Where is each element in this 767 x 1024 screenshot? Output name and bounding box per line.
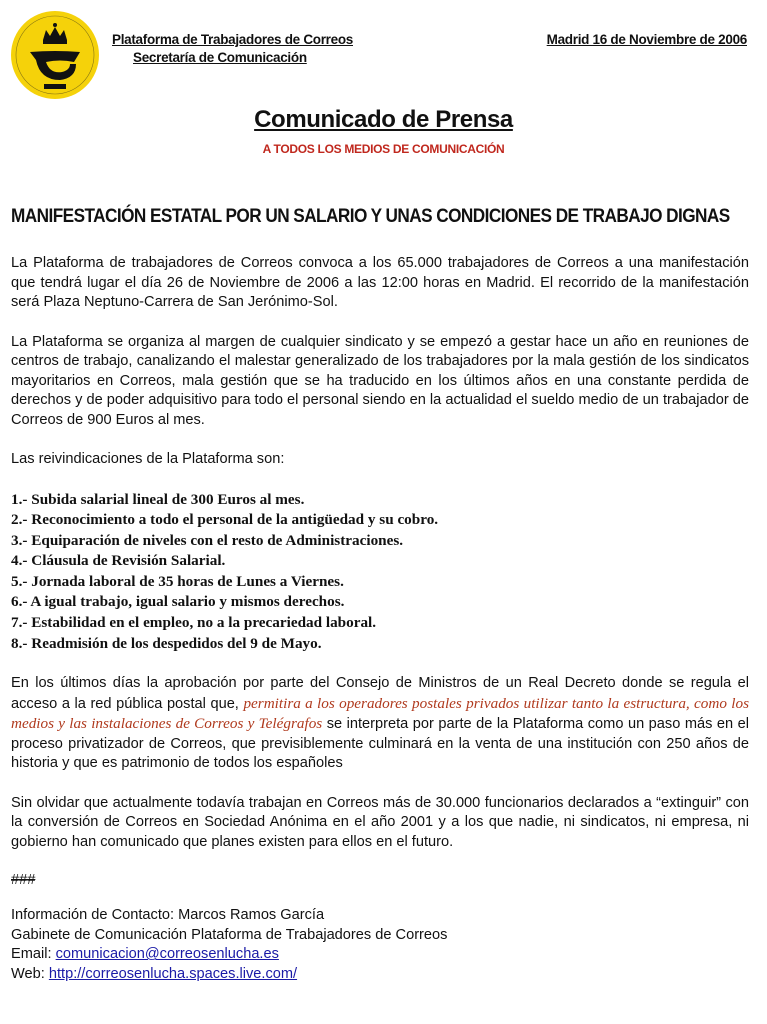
document-body [11, 254, 749, 984]
press-release-title: Comunicado de Prensa [254, 106, 513, 133]
demand-item: 8.- Readmisión de los despedidos del 9 de Mayo. [11, 634, 322, 652]
demand-item: 2.- Reconocimiento a todo el personal de la antigüedad y su cobro. [11, 511, 439, 529]
decree-text-before: En los últimos días la aprobación por parte del Consejo de Ministros de un Real Decreto donde se regula el acceso a la red pública postal que, [11, 675, 749, 712]
contact-email-line [11, 945, 749, 965]
contact-block [11, 906, 749, 984]
demand-item: 3.- Equiparación de niveles con el resto de Administraciones. [11, 531, 404, 549]
paragraph-convocation: La Plataforma de trabajadores de Correos convoca a los 65.000 trabajadores de Correos a una manifestación que tendrá lugar el día 26 de Noviembre de 2006 a las 12:00 horas en Madrid. El recorrido de la manifestación será Plaza Neptuno-Carrera de San Jerónimo-Sol. [11, 255, 749, 310]
email-link[interactable]: comunicacion@correosenlucha.es [55, 946, 279, 963]
paragraph-civil-servants: Sin olvidar que actualmente todavía trabajan en Correos más de 30.000 funcionarios declarados a “extinguir” con la conversión de Correos en Sociedad Anónima en el año 2001 y a los que nadie, ni sindicatos, ni empresa, ni gobierno han comunicado que planes existen para ellos en el futuro. [11, 794, 749, 850]
web-label: Web: [11, 965, 49, 982]
document-date: Madrid 16 de Noviembre de 2006 [546, 32, 747, 47]
demand-item: 1.- Subida salarial lineal de 300 Euros al mes. [11, 490, 305, 508]
contact-web-line [11, 965, 749, 985]
demand-item: 5.- Jornada laboral de 35 horas de Lunes a Viernes. [11, 572, 344, 590]
paragraph-royal-decree [11, 674, 749, 774]
headline: MANIFESTACIÓN ESTATAL POR UN SALARIO Y UNAS CONDICIONES DE TRABAJO DIGNAS [11, 204, 730, 227]
organization-department: Secretaría de Comunicación [133, 50, 307, 65]
contact-office: Gabinete de Comunicación Plataforma de Trabajadores de Correos [11, 926, 448, 943]
correos-logo-icon [10, 10, 100, 100]
paragraph-organization: La Plataforma se organiza al margen de cualquier sindicato y se empezó a gestar hace un año en reuniones de centros de trabajo, canalizando el malestar generalizado de los trabajadores por la mala gestión de los sindicatos mayoritarios en Correos, mala gestión que se ha traducido en los últimos años en una constante perdida de derechos y de poder adquisitivo para todo el personal siendo en la actualidad el sueldo medio de un trabajador de Correos de 900 Euros al mes. [11, 333, 749, 428]
paragraph-demands-intro: Las reivindicaciones de la Plataforma son: [11, 451, 285, 467]
demand-item: 4.- Cláusula de Revisión Salarial. [11, 552, 226, 570]
web-link[interactable]: http://correosenlucha.spaces.live.com/ [48, 965, 298, 982]
decree-text-after: se interpreta por parte de la Plataforma como un paso más en el proceso privatizador de Correos, que previsiblemente culminará en la venta de una institución con 250 años de historia y que es patrimonio de todos los españoles [11, 716, 749, 772]
email-label: Email: [11, 946, 56, 963]
demands-list [11, 490, 749, 655]
press-release-subtitle: A TODOS LOS MEDIOS DE COMUNICACIÓN [262, 142, 505, 156]
demand-item: 7.- Estabilidad en el empleo, no a la precariedad laboral. [11, 614, 377, 632]
demand-item: 6.- A igual trabajo, igual salario y mismos derechos. [11, 593, 345, 611]
organization-name: Plataforma de Trabajadores de Correos [112, 32, 353, 47]
separator: ### [11, 872, 36, 889]
contact-person: Información de Contacto: Marcos Ramos García [11, 907, 325, 924]
decree-quote: permitira a los operadores postales privados utilizar tanto la estructura, como los medios y las instalaciones de Correos y Telégrafos [11, 694, 749, 733]
